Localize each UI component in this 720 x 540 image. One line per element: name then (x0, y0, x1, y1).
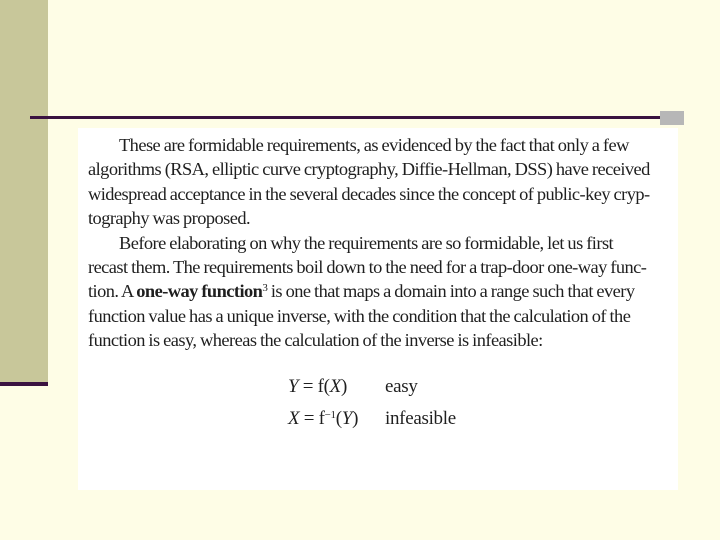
paragraph-requirements (88, 133, 670, 231)
equation-block (88, 371, 670, 435)
footnote-marker: 3 (262, 282, 268, 295)
equation-note: infeasible (385, 407, 456, 429)
equation-operator: = f( (298, 375, 330, 397)
text-line: tography was proposed. (88, 208, 251, 229)
text-line: widespread acceptance in the several decades since the concept of public-key cryp- (88, 183, 650, 204)
text-line: function is easy, whereas the calculation of the inverse is infeasible: (88, 330, 543, 351)
left-accent-bar-underline (0, 382, 48, 386)
equation-variable: X (288, 407, 300, 429)
text-line: algorithms (RSA, elliptic curve cryptography, Diffie-Hellman, DSS) have received (88, 159, 650, 180)
equation-easy (288, 371, 670, 403)
text-line: recast them. The requirements boil down to the need for a trap-door one-way func- (88, 257, 647, 278)
definition-lead-text: tion. A (88, 281, 137, 302)
text-line: function value has a unique inverse, with the condition that the calculation of the (88, 305, 631, 326)
equation-variable: X (329, 375, 341, 397)
divider-end-block (660, 111, 684, 125)
text-line: Before elaborating on why the requirements are so formidable, let us first (119, 232, 614, 253)
definition-rest-text: is one that maps a domain into a range such that every (267, 281, 635, 302)
equation-paren: ) (340, 375, 347, 397)
equation-formula (288, 403, 385, 435)
defined-term: one-way function (136, 281, 263, 302)
inverse-superscript: −1 (324, 408, 336, 421)
equation-paren: ( (335, 407, 342, 429)
equation-infeasible (288, 403, 670, 435)
text-line: These are formidable requirements, as evidenced by the fact that only a few (119, 135, 629, 155)
textbook-excerpt-image (78, 128, 678, 490)
equation-variable: Y (341, 407, 353, 429)
title-divider-line (30, 116, 662, 119)
equation-note: easy (385, 375, 418, 397)
paragraph-one-way-function (88, 231, 670, 353)
left-accent-bar (0, 0, 48, 383)
equation-formula (288, 371, 385, 403)
text-line-definition (88, 279, 670, 303)
equation-variable: Y (288, 375, 299, 397)
equation-paren: ) (352, 407, 359, 429)
equation-operator: = f (299, 407, 325, 429)
